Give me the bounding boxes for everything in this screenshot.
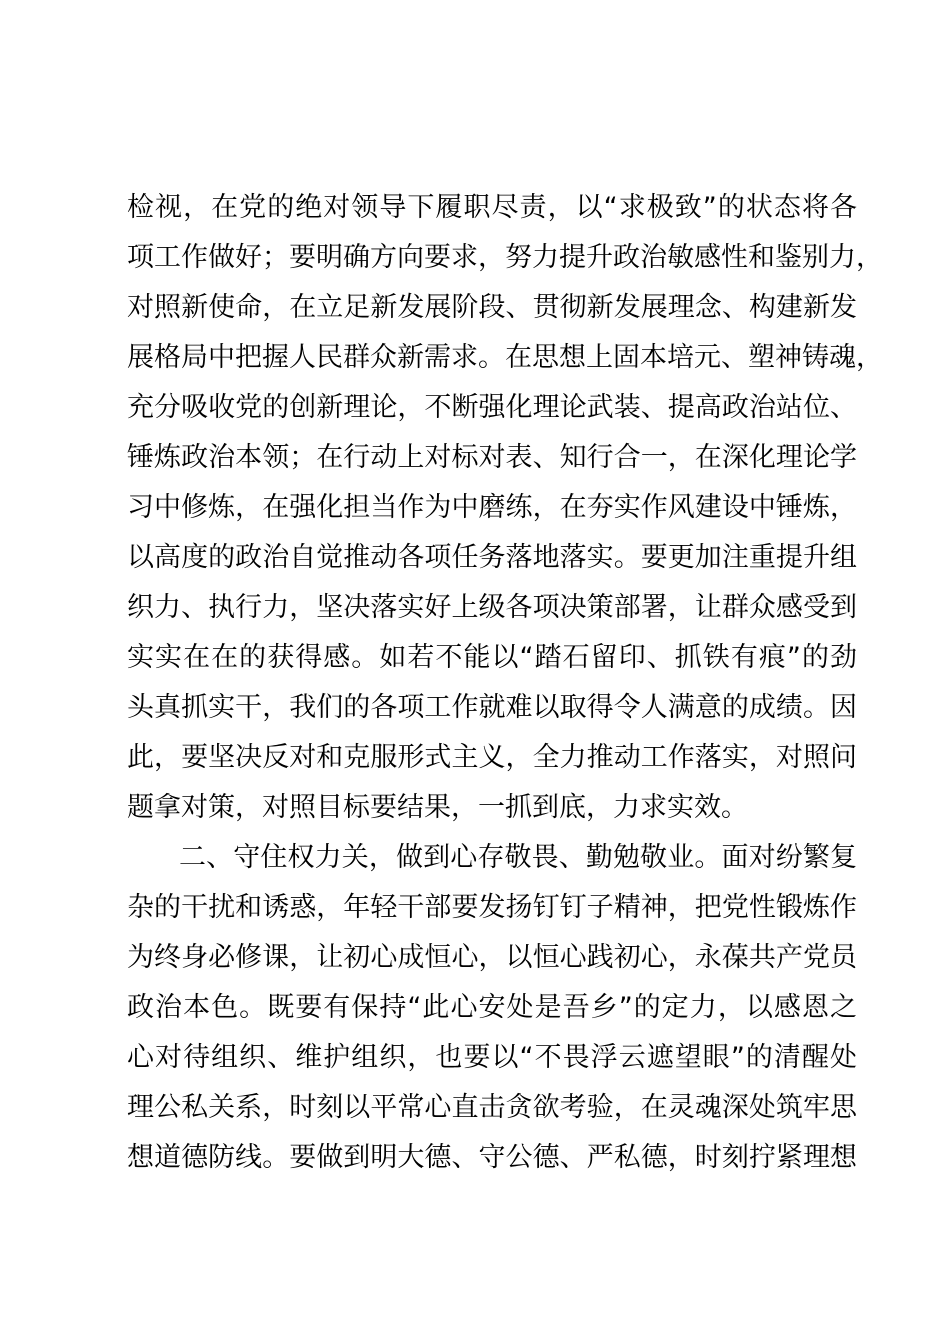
text-line: 头真抓实干，我们的各项工作就难以取得令人满意的成绩。因 [127, 692, 857, 723]
text-line: 充分吸收党的创新理论，不断强化理论武装、提高政治站位、 [127, 392, 857, 423]
text-line: 织力、执行力，坚决落实好上级各项决策部署，让群众感受到 [127, 592, 857, 623]
text-line: 为终身必修课，让初心成恒心，以恒心践初心，永葆共产党员 [127, 942, 857, 973]
text-line: 杂的干扰和诱惑，年轻干部要发扬钉钉子精神，把党性锻炼作 [127, 892, 857, 923]
text-line: 政治本色。既要有保持“此心安处是吾乡”的定力，以感恩之 [127, 992, 857, 1023]
text-line: 锤炼政治本领；在行动上对标对表、知行合一，在深化理论学 [127, 442, 857, 473]
text-line: 心对待组织、维护组织，也要以“不畏浮云遮望眼”的清醒处 [127, 1042, 857, 1073]
text-line: 习中修炼，在强化担当作为中磨练，在夯实作风建设中锤炼， [127, 492, 857, 523]
text-line: 展格局中把握人民群众新需求。在思想上固本培元、塑神铸魂， [127, 342, 883, 373]
text-line: 实实在在的获得感。如若不能以“踏石留印、抓铁有痕”的劲 [127, 642, 857, 673]
text-line: 对照新使命，在立足新发展阶段、贯彻新发展理念、构建新发 [127, 292, 857, 323]
text-line: 以高度的政治自觉推动各项任务落地落实。要更加注重提升组 [127, 542, 857, 573]
text-line: 项工作做好；要明确方向要求，努力提升政治敏感性和鉴别力， [127, 242, 883, 273]
text-line: 想道德防线。要做到明大德、守公德、严私德，时刻拧紧理想 [127, 1142, 857, 1173]
text-line-paragraph-end: 题拿对策，对照目标要结果，一抓到底，力求实效。 [127, 792, 748, 823]
text-line: 此，要坚决反对和克服形式主义，全力推动工作落实，对照问 [127, 742, 857, 773]
text-line: 理公私关系，时刻以平常心直击贪欲考验，在灵魂深处筑牢思 [127, 1092, 857, 1123]
text-line: 检视，在党的绝对领导下履职尽责，以“求极致”的状态将各 [127, 192, 857, 223]
section-heading-line: 二、守住权力关，做到心存敬畏、勤勉敬业。面对纷繁复 [179, 842, 857, 873]
